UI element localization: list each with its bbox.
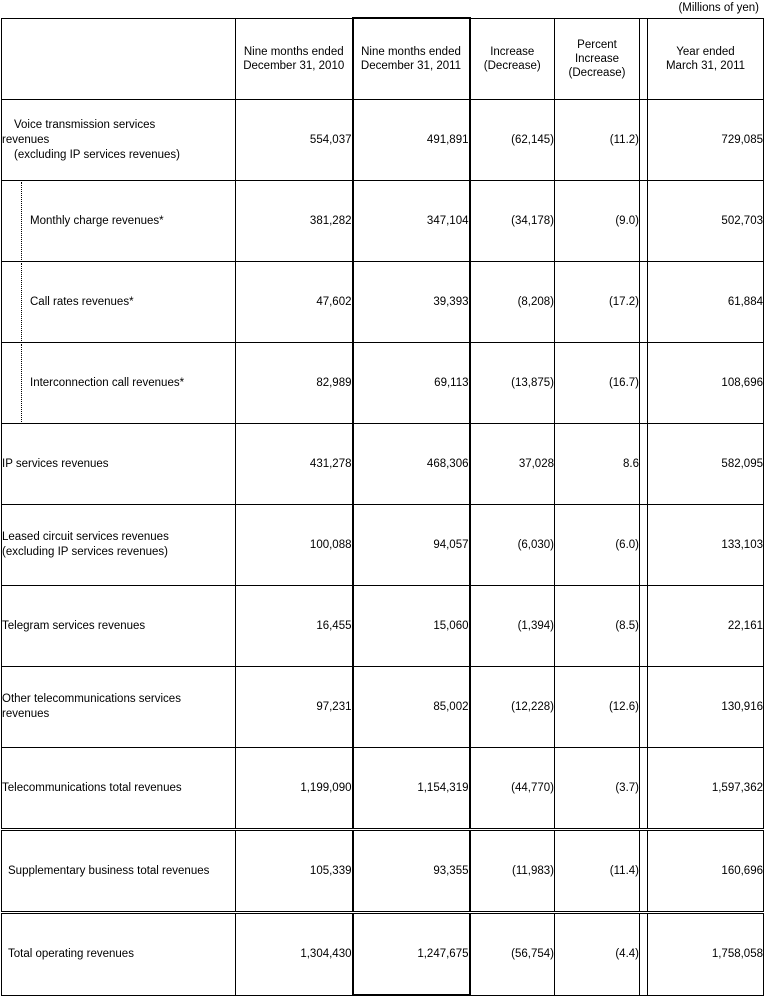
cell-p1: 47,602 (236, 262, 353, 343)
table-row (2, 343, 764, 424)
cell-year: 108,696 (648, 343, 764, 424)
row-label-other-telecommunications-services-revenues (2, 667, 236, 748)
row-column-gap (640, 748, 648, 830)
cell-p1: 1,199,090 (236, 748, 353, 830)
row-column-gap (640, 830, 648, 913)
cell-p1: 100,088 (236, 505, 353, 586)
table-row (2, 424, 764, 505)
header-cell-increase-decrease (470, 18, 555, 100)
cell-increase: (11,983) (470, 830, 555, 913)
cell-p2: 69,113 (353, 343, 470, 424)
table-row (2, 100, 764, 181)
header-line-2: March 31, 2011 (665, 59, 746, 72)
cell-p2: 93,355 (353, 830, 470, 913)
cell-p2: 85,002 (353, 667, 470, 748)
header-line-3: (Decrease) (568, 66, 626, 79)
cell-percent: 8.6 (555, 424, 640, 505)
cell-year: 582,095 (648, 424, 764, 505)
label-line-2: revenues (2, 133, 50, 146)
label-line-1: Total operating revenues (8, 947, 134, 960)
header-line-2: December 31, 2011 (360, 60, 462, 72)
row-label-telecommunications-total-revenues (2, 748, 236, 830)
row-label-ip-services-revenues (2, 424, 236, 505)
cell-p1: 16,455 (236, 586, 353, 667)
cell-percent: (8.5) (555, 586, 640, 667)
cell-percent: (16.7) (555, 343, 640, 424)
cell-p2: 347,104 (353, 181, 470, 262)
header-cell-percent-increase-decrease (555, 18, 640, 100)
label-line-1: IP services revenues (2, 457, 109, 470)
cell-year: 22,161 (648, 586, 764, 667)
cell-p1: 554,037 (236, 100, 353, 181)
cell-percent: (9.0) (555, 181, 640, 262)
row-column-gap (640, 586, 648, 667)
header-line-2: December 31, 2010 (243, 59, 345, 72)
label-line-1: Supplementary business total revenues (8, 864, 210, 877)
cell-p1: 431,278 (236, 424, 353, 505)
row-column-gap (640, 913, 648, 996)
header-line-2: Increase (574, 52, 620, 65)
cell-percent: (11.4) (555, 830, 640, 913)
table-row (2, 830, 764, 913)
cell-increase: 37,028 (470, 424, 555, 505)
label-line-1: Monthly charge revenues* (21, 182, 235, 260)
table-row (2, 505, 764, 586)
row-column-gap (640, 667, 648, 748)
label-line-1: Call rates revenues* (21, 263, 235, 341)
operating-revenues-table (1, 17, 764, 996)
cell-percent: (3.7) (555, 748, 640, 830)
header-line-1: Nine months ended (361, 46, 461, 58)
cell-increase: (13,875) (470, 343, 555, 424)
cell-p2: 491,891 (353, 100, 470, 181)
cell-increase: (8,208) (470, 262, 555, 343)
label-line-1: Voice transmission services (14, 118, 156, 131)
cell-year: 1,758,058 (648, 913, 764, 996)
table-row (2, 262, 764, 343)
cell-p2: 15,060 (353, 586, 470, 667)
cell-year: 502,703 (648, 181, 764, 262)
table-row (2, 181, 764, 262)
header-cell-nine-months-2010 (236, 18, 353, 100)
cell-year: 160,696 (648, 830, 764, 913)
header-column-gap (640, 18, 648, 100)
table-row (2, 586, 764, 667)
label-line-2: revenues (2, 708, 50, 720)
cell-year: 130,916 (648, 667, 764, 748)
cell-increase: (12,228) (470, 667, 555, 748)
cell-p1: 381,282 (236, 181, 353, 262)
label-line-1: Other telecommunications services (2, 693, 181, 705)
cell-p1: 97,231 (236, 667, 353, 748)
cell-percent: (4.4) (555, 913, 640, 996)
cell-increase: (44,770) (470, 748, 555, 830)
row-label-supplementary-business-total-revenues (2, 830, 236, 913)
header-line-1: Percent (577, 38, 617, 51)
cell-p2: 94,057 (353, 505, 470, 586)
header-cell-label (2, 18, 236, 100)
cell-increase: (62,145) (470, 100, 555, 181)
row-label-interconnection-call-revenues (2, 343, 236, 424)
cell-increase: (6,030) (470, 505, 555, 586)
row-label-leased-circuit-services-revenues (2, 505, 236, 586)
label-line-1: Interconnection call revenues* (21, 344, 235, 422)
row-label-call-rates-revenues (2, 262, 236, 343)
row-column-gap (640, 343, 648, 424)
cell-p1: 105,339 (236, 830, 353, 913)
table-row (2, 748, 764, 830)
cell-increase: (34,178) (470, 181, 555, 262)
label-line-1: Leased circuit services revenues (2, 531, 169, 543)
label-line-2: (excluding IP services revenues) (2, 546, 168, 558)
row-label-voice-transmission-services-revenues (2, 100, 236, 181)
header-line-1: Increase (490, 45, 535, 58)
row-label-total-operating-revenues (2, 913, 236, 996)
cell-percent: (12.6) (555, 667, 640, 748)
header-line-1: Nine months ended (243, 45, 344, 58)
label-line-1: Telecommunications total revenues (2, 781, 182, 794)
table-row (2, 667, 764, 748)
cell-increase: (56,754) (470, 913, 555, 996)
row-label-monthly-charge-revenues (2, 181, 236, 262)
header-line-1: Year ended (676, 45, 735, 58)
row-label-telegram-services-revenues (2, 586, 236, 667)
label-line-1: Telegram services revenues (2, 619, 146, 632)
row-column-gap (640, 100, 648, 181)
cell-increase: (1,394) (470, 586, 555, 667)
cell-year: 61,884 (648, 262, 764, 343)
cell-percent: (17.2) (555, 262, 640, 343)
cell-p1: 82,989 (236, 343, 353, 424)
row-column-gap (640, 505, 648, 586)
header-cell-nine-months-2011 (353, 18, 470, 100)
cell-percent: (6.0) (555, 505, 640, 586)
cell-p2: 468,306 (353, 424, 470, 505)
unit-caption: (Millions of yen) (678, 2, 759, 14)
cell-year: 1,597,362 (648, 748, 764, 830)
cell-year: 133,103 (648, 505, 764, 586)
table-header-row (2, 18, 764, 100)
cell-year: 729,085 (648, 100, 764, 181)
cell-p2: 1,154,319 (353, 748, 470, 830)
cell-p2: 1,247,675 (353, 913, 470, 996)
row-column-gap (640, 181, 648, 262)
header-cell-year-ended-2011 (648, 18, 764, 100)
cell-percent: (11.2) (555, 100, 640, 181)
row-column-gap (640, 424, 648, 505)
row-column-gap (640, 262, 648, 343)
cell-p2: 39,393 (353, 262, 470, 343)
table-row (2, 913, 764, 996)
cell-p1: 1,304,430 (236, 913, 353, 996)
header-line-2: (Decrease) (483, 59, 541, 72)
label-line-3: (excluding IP services revenues) (14, 148, 180, 161)
